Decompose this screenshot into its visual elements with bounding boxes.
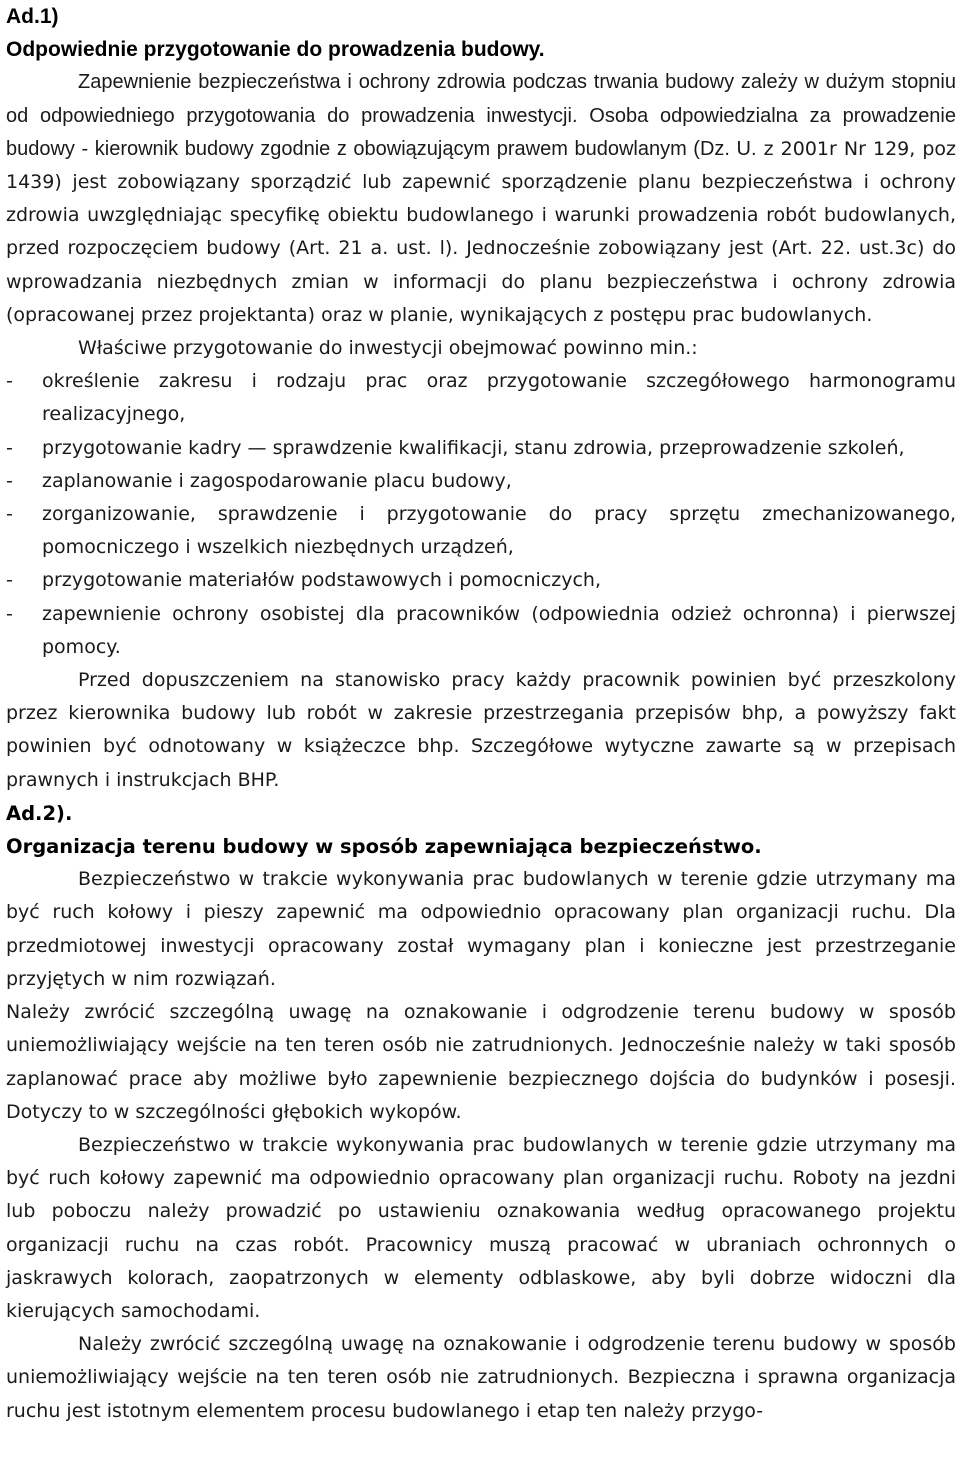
list-item-text: zorganizowanie, sprawdzenie i przygotowanie do pracy sprzętu zmechanizowanego, pomocniczego i wszelkich niezbędnych urządzeń, (42, 503, 956, 559)
section1-paragraph-1 (6, 66, 956, 332)
section2-paragraph-2: Należy zwrócić szczególną uwagę na oznakowanie i odgrodzenie terenu budowy w sposób uniemożliwiający wejście na ten teren osób nie zatrudnionych. Jednocześnie należy w taki sposób zaplanować prace aby możliwe było zapewnienie bezpiecznego dojścia do budynków i posesji. Dotyczy to w szczególności głębokich wykopów. (6, 1001, 956, 1123)
section1-number: Ad.1) (6, 5, 59, 28)
section1-paragraph-3: Przed dopuszczeniem na stanowisko pracy każdy pracownik powinien być przeszkolony przez kierownika budowy lub robót w zakresie przestrzegania przepisów bhp, a powyższy fakt powinien być odnotowany w książeczce bhp. Szczegółowe wytyczne zawarte są w przepisach prawnych i instrukcjach BHP. (6, 669, 956, 791)
section1-paragraph-1-rest: z 2001r Nr 129, poz 1439) jest zobowiązany sporządzić lub zapewnić sporządzenie planu bezpieczeństwa i ochrony zdrowia uwzględniając specyfikę obiektu budowlanego i warunki prowadzenia robót budowlanych, przed rozpoczęciem budowy (Art. 21 a. ust. l). Jednocześnie zobowiązany jest (Art. 22. ust.3c) do wprowadzania niezbędnych zmian w informacji do planu bezpieczeństwa i ochrony zdrowia (opracowanej przez projektanta) oraz w planie, wynikających z postępu prac budowlanych. (6, 137, 957, 326)
list-dash: - (6, 602, 13, 625)
list-dash: - (6, 370, 13, 393)
list-item (6, 365, 956, 431)
list-item-text: określenie zakresu i rodzaju prac oraz przygotowanie szczegółowego harmonogramu realizacyjnego, (42, 370, 956, 426)
list-dash: - (6, 503, 13, 526)
section1-paragraph-2: Właściwe przygotowanie do inwestycji obejmować powinno min.: (78, 337, 698, 360)
list-item-text: zaplanowanie i zagospodarowanie placu budowy, (42, 469, 512, 492)
section1-title: Odpowiednie przygotowanie do prowadzenia budowy. (6, 38, 545, 62)
list-item (6, 598, 956, 664)
section1-paragraph-1-arial: Zapewnienie bezpieczeństwa i ochrony zdrowia podczas trwania budowy zależy w dużym stopniu od odpowiedniego przygotowania do prowadzenia inwestycji. Osoba odpowiedzialna za prowadzenie budowy - kierownik budowy zgodnie z obowiązującym prawem budowlanym (Dz. U. (6, 71, 956, 160)
document-page (6, 0, 956, 1428)
list-item (6, 564, 956, 597)
list-dash: - (6, 569, 13, 592)
list-dash: - (6, 436, 13, 459)
list-item-text: przygotowanie kadry — sprawdzenie kwalifikacji, stanu zdrowia, przeprowadzenie szkoleń, (42, 436, 905, 459)
list-item (6, 498, 956, 564)
list-dash: - (6, 469, 13, 492)
section2-title: Organizacja terenu budowy w sposób zapewniająca bezpieczeństwo. (6, 835, 762, 859)
section2-paragraph-1: Bezpieczeństwo w trakcie wykonywania prac budowlanych w terenie gdzie utrzymany ma być ruch kołowy i pieszy zapewnić ma odpowiednio opracowany plan organizacji ruchu. Dla przedmiotowej inwestycji opracowany został wymagany plan i konieczne jest przestrzeganie przyjętych w nim rozwiązań. (6, 868, 956, 990)
section2-paragraph-3: Bezpieczeństwo w trakcie wykonywania prac budowlanych w terenie gdzie utrzymany ma być ruch kołowy zapewnić ma odpowiednio opracowany plan organizacji ruchu. Roboty na jezdni lub poboczu należy prowadzić po ustawieniu oznakowania według opracowanego projektu organizacji ruchu na czas robót. Pracownicy muszą pracować w ubraniach ochronnych o jaskrawych kolorach, zaopatrzonych w elementy odblaskowe, aby byli dobrze widoczni dla kierujących samochodami. (6, 1133, 956, 1322)
list-item (6, 432, 956, 465)
list-item (6, 465, 956, 498)
list-item-text: przygotowanie materiałów podstawowych i pomocniczych, (42, 569, 602, 592)
list-item-text: zapewnienie ochrony osobistej dla pracowników (odpowiednia odzież ochronna) i pierwszej pomocy. (42, 602, 956, 658)
section2-paragraph-4: Należy zwrócić szczególną uwagę na oznakowanie i odgrodzenie terenu budowy w sposób uniemożliwiający wejście na ten teren osób nie zatrudnionych. Bezpieczna i sprawna organizacja ruchu jest istotnym elementem procesu budowlanego i etap ten należy przygo- (6, 1333, 956, 1422)
section1-list (6, 365, 956, 664)
section2-number: Ad.2). (6, 801, 73, 825)
